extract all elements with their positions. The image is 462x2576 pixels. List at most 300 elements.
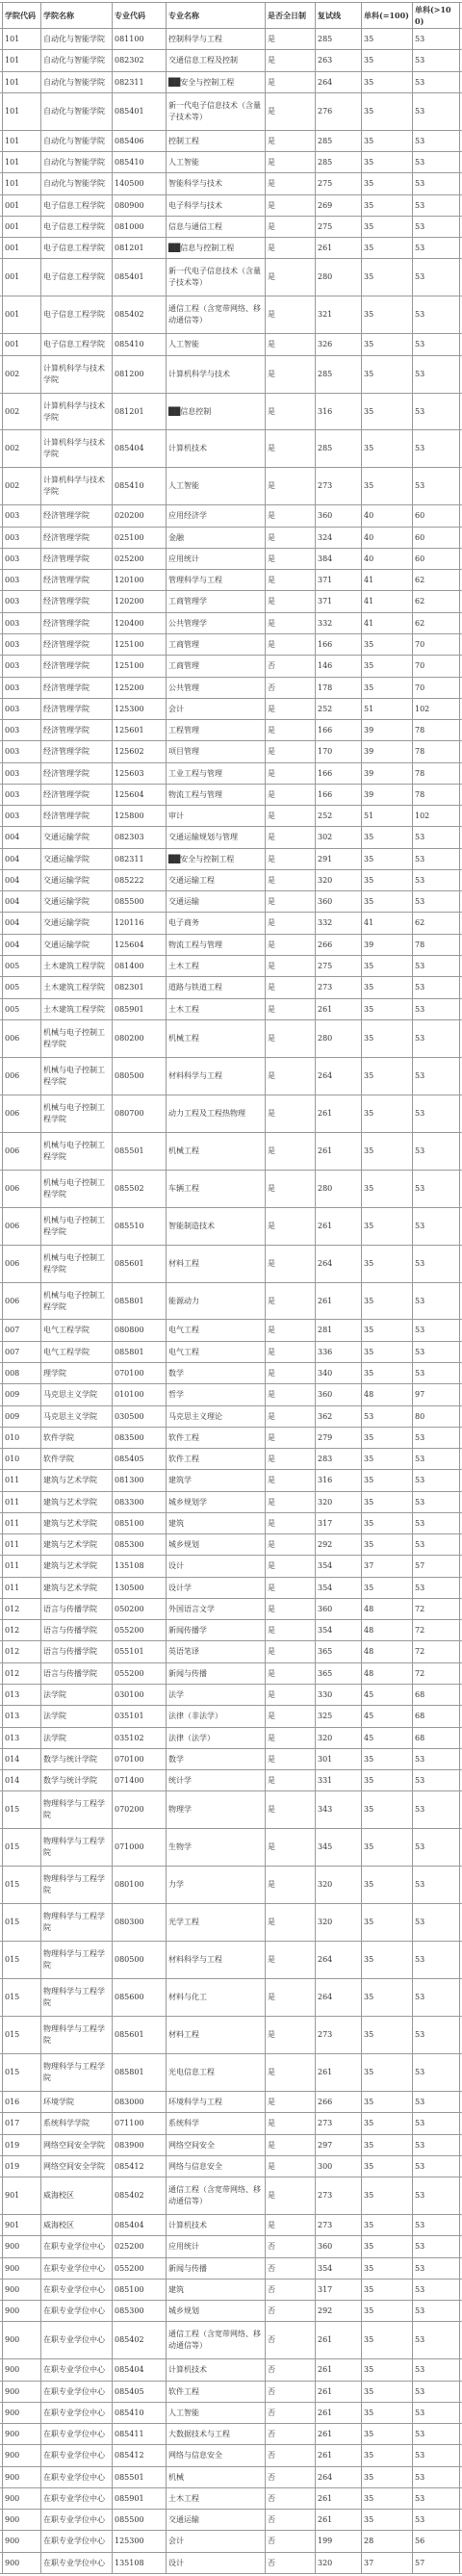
cell-single-100: 35 [361, 2322, 412, 2358]
cell-full-time: 是 [265, 870, 315, 890]
cell-major-name: 城乡规划 [166, 1534, 265, 1555]
cell-full-time: 是 [265, 1979, 315, 2016]
cell-college-code: 900 [2, 2280, 40, 2300]
cell-full-time: 否 [265, 2531, 315, 2552]
header-college-code: 学院代码 [2, 3, 40, 28]
cell-college-name: 威海校区 [40, 2215, 112, 2235]
cell-single-over-100: 53 [412, 2092, 460, 2112]
cell-college-code: 005 [2, 956, 40, 976]
cell-retest-line: 321 [315, 296, 361, 333]
cell-full-time: 是 [265, 1556, 315, 1577]
cell-single-over-100: 53 [412, 1942, 460, 1978]
cell-single-over-100: 53 [412, 2156, 460, 2177]
cell-major-name: 智能制造技术 [166, 1208, 265, 1245]
cell-retest-line: 324 [315, 528, 361, 548]
cell-single-over-100: 53 [412, 296, 460, 333]
cell-single-over-100: 53 [412, 468, 460, 504]
cell-major-name: 计算机技术 [166, 2359, 265, 2381]
cell-single-over-100: 53 [412, 29, 460, 49]
cell-single-100: 35 [361, 1867, 412, 1903]
cell-full-time: 是 [265, 1599, 315, 1619]
cell-single-over-100: 53 [412, 2445, 460, 2466]
cell-full-time: 是 [265, 2092, 315, 2112]
cell-college-code: 900 [2, 2467, 40, 2487]
cell-major-name: 统计学 [166, 1770, 265, 1790]
cell-single-over-100: 53 [412, 1578, 460, 1598]
cell-major-code: 083300 [112, 1492, 166, 1512]
cell-full-time: 是 [265, 1904, 315, 1941]
table-row [0, 1578, 462, 1599]
cell-retest-line: 261 [315, 1095, 361, 1132]
cell-college-name: 在职专业学位中心 [40, 2382, 112, 2402]
table-row [0, 2113, 462, 2135]
cell-college-code: 019 [2, 2156, 40, 2177]
cell-single-over-100: 53 [412, 1320, 460, 1341]
cell-college-name: 语言与传播学院 [40, 1641, 112, 1662]
cell-college-name: 经济管理学院 [40, 720, 112, 740]
cell-full-time: 是 [265, 2054, 315, 2091]
table-row [0, 935, 462, 956]
cell-college-name: 电气工程学院 [40, 1320, 112, 1341]
cell-major-code: 085601 [112, 1246, 166, 1282]
cell-major-name: 人工智能 [166, 468, 265, 504]
cell-full-time: 否 [265, 2280, 315, 2300]
cell-retest-line: 360 [315, 891, 361, 912]
cell-major-code: 082303 [112, 827, 166, 848]
cell-major-code: 083900 [112, 2135, 166, 2155]
cell-college-code: 900 [2, 2236, 40, 2257]
cell-single-100: 48 [361, 1599, 412, 1619]
cell-major-name: 新闻传播学 [166, 1620, 265, 1640]
cell-college-code: 003 [2, 528, 40, 548]
cell-single-100: 35 [361, 195, 412, 216]
cell-college-code: 101 [2, 72, 40, 92]
cell-single-over-100: 53 [412, 2488, 460, 2509]
cell-major-code: 085410 [112, 2403, 166, 2423]
cell-major-name: 外国语言文学 [166, 1599, 265, 1619]
cell-college-name: 物理科学与工程学院 [40, 1867, 112, 1903]
cell-college-name: 经济管理学院 [40, 570, 112, 590]
cell-college-name: 经济管理学院 [40, 763, 112, 784]
table-row [0, 152, 462, 173]
cell-full-time: 是 [265, 763, 315, 784]
cell-major-code: 085300 [112, 2301, 166, 2321]
cell-college-code: 900 [2, 2445, 40, 2466]
cell-single-100: 35 [361, 1449, 412, 1469]
cell-full-time: 是 [265, 2113, 315, 2134]
cell-major-name: 法律（法学） [166, 1728, 265, 1748]
table-row [0, 394, 462, 430]
cell-college-name: 自动化与智能学院 [40, 152, 112, 172]
cell-college-code: 015 [2, 1791, 40, 1828]
cell-single-over-100: 53 [412, 1058, 460, 1095]
cell-college-name: 交通运输学院 [40, 935, 112, 955]
table-row [0, 1208, 462, 1246]
cell-single-over-100: 53 [412, 1095, 460, 1132]
cell-college-code: 900 [2, 2382, 40, 2402]
cell-full-time: 是 [265, 1363, 315, 1383]
table-row [0, 2301, 462, 2322]
cell-college-name: 土木建筑工程学院 [40, 956, 112, 976]
cell-single-100: 35 [361, 1534, 412, 1555]
cell-full-time: 是 [265, 827, 315, 848]
cell-college-code: 013 [2, 1728, 40, 1748]
cell-major-name: 软件工程 [166, 2382, 265, 2402]
cell-college-code: 901 [2, 2215, 40, 2235]
cell-college-name: 物理科学与工程学院 [40, 1942, 112, 1978]
cell-retest-line: 297 [315, 2135, 361, 2155]
cell-retest-line: 302 [315, 827, 361, 848]
cell-college-name: 在职专业学位中心 [40, 2403, 112, 2423]
cell-single-100: 35 [361, 2236, 412, 2257]
cell-retest-line: 266 [315, 935, 361, 955]
cell-retest-line: 261 [315, 238, 361, 258]
cell-college-code: 900 [2, 2258, 40, 2279]
table-row [0, 356, 462, 394]
cell-single-100: 35 [361, 2017, 412, 2053]
cell-single-over-100: 62 [412, 591, 460, 612]
cell-single-100: 35 [361, 1791, 412, 1828]
cell-single-over-100: 53 [412, 2467, 460, 2487]
table-row [0, 849, 462, 870]
cell-single-over-100: 53 [412, 2382, 460, 2402]
cell-major-name: 土木工程 [166, 956, 265, 976]
cell-major-name: 控制工程 [166, 131, 265, 151]
cell-single-over-100: 53 [412, 1133, 460, 1170]
cell-full-time: 是 [265, 1095, 315, 1132]
cell-college-code: 003 [2, 763, 40, 784]
table-row [0, 173, 462, 195]
cell-retest-line: 330 [315, 1685, 361, 1705]
cell-college-name: 经济管理学院 [40, 741, 112, 762]
cell-college-code: 900 [2, 2301, 40, 2321]
cell-retest-line: 332 [315, 913, 361, 934]
cell-major-code: 125300 [112, 699, 166, 719]
cell-college-code: 003 [2, 699, 40, 719]
cell-full-time: 否 [265, 656, 315, 677]
cell-major-name: 项目管理 [166, 741, 265, 762]
table-row [0, 1791, 462, 1829]
cell-college-name: 物理科学与工程学院 [40, 1979, 112, 2016]
cell-retest-line: 178 [315, 678, 361, 698]
cell-major-name: 材料科学与工程 [166, 1942, 265, 1978]
cell-college-code: 900 [2, 2403, 40, 2423]
cell-major-code: 071000 [112, 1829, 166, 1866]
cell-college-code: 014 [2, 1749, 40, 1769]
cell-college-code: 019 [2, 2135, 40, 2155]
cell-single-100: 35 [361, 173, 412, 194]
table-row [0, 1171, 462, 1208]
table-row [0, 720, 462, 741]
cell-major-name: 交通运输 [166, 2510, 265, 2530]
cell-major-code: 081100 [112, 29, 166, 49]
cell-college-name: 电气工程学院 [40, 1342, 112, 1362]
cell-college-code: 900 [2, 2359, 40, 2381]
table-row [0, 827, 462, 849]
cell-college-code: 002 [2, 356, 40, 393]
cell-major-name: 生物学 [166, 1829, 265, 1866]
cell-retest-line: 285 [315, 29, 361, 49]
cell-college-code: 002 [2, 430, 40, 467]
cell-college-name: 经济管理学院 [40, 505, 112, 527]
cell-major-code: 071400 [112, 1770, 166, 1790]
cell-single-over-100: 72 [412, 1641, 460, 1662]
cell-major-name: 城乡规划 [166, 2301, 265, 2321]
cell-single-over-100: 53 [412, 1246, 460, 1282]
cell-major-code: 085412 [112, 2156, 166, 2177]
cell-college-name: 交通运输学院 [40, 827, 112, 848]
cell-major-name: 软件工程 [166, 1449, 265, 1469]
cell-college-name: 电子信息工程学院 [40, 238, 112, 258]
cell-full-time: 是 [265, 259, 315, 296]
cell-college-code: 006 [2, 1020, 40, 1057]
cell-retest-line: 360 [315, 505, 361, 527]
cell-major-code: 085410 [112, 468, 166, 504]
table-row [0, 2017, 462, 2054]
cell-single-100: 45 [361, 1706, 412, 1727]
cell-college-name: 电子信息工程学院 [40, 195, 112, 216]
cell-full-time: 是 [265, 956, 315, 976]
cell-college-code: 001 [2, 296, 40, 333]
table-row [0, 741, 462, 763]
cell-full-time: 是 [265, 1208, 315, 1245]
cell-full-time: 否 [265, 2424, 315, 2444]
cell-major-name: 电子商务 [166, 913, 265, 934]
cell-college-code: 003 [2, 656, 40, 677]
cell-retest-line: 320 [315, 1728, 361, 1748]
cell-major-code: 085410 [112, 334, 166, 355]
table-row [0, 1599, 462, 1620]
cell-college-name: 物理科学与工程学院 [40, 1904, 112, 1941]
table-row [0, 1867, 462, 1904]
cell-college-name: 数学与统计学院 [40, 1749, 112, 1769]
cell-single-over-100: 70 [412, 634, 460, 655]
cell-college-name: 经济管理学院 [40, 613, 112, 633]
cell-college-code: 004 [2, 849, 40, 869]
cell-college-code: 007 [2, 1342, 40, 1362]
cell-college-code: 001 [2, 195, 40, 216]
cell-retest-line: 261 [315, 2424, 361, 2444]
cell-major-code: 055200 [112, 2258, 166, 2279]
cell-single-over-100: 57 [412, 2553, 460, 2573]
cell-major-code: 130500 [112, 1578, 166, 1598]
cell-major-name: 物流工程与管理 [166, 935, 265, 955]
cell-retest-line: 345 [315, 1829, 361, 1866]
cell-college-code: 010 [2, 1428, 40, 1448]
cell-college-name: 建筑与艺术学院 [40, 1513, 112, 1533]
table-row [0, 1534, 462, 1556]
cell-major-code: 081300 [112, 1470, 166, 1491]
cell-full-time: 是 [265, 528, 315, 548]
cell-major-code: 085405 [112, 1449, 166, 1469]
cell-major-code: 050200 [112, 1599, 166, 1619]
cell-retest-line: 170 [315, 741, 361, 762]
cell-retest-line: 264 [315, 1246, 361, 1282]
cell-college-name: 经济管理学院 [40, 678, 112, 698]
cell-full-time: 是 [265, 72, 315, 92]
cell-major-code: 085801 [112, 2054, 166, 2091]
cell-college-code: 012 [2, 1620, 40, 1640]
cell-major-name: 会计 [166, 2531, 265, 2552]
cell-single-100: 35 [361, 2054, 412, 2091]
cell-college-name: 在职专业学位中心 [40, 2488, 112, 2509]
table-row [0, 1620, 462, 1641]
cell-single-100: 37 [361, 2553, 412, 2573]
table-row [0, 1020, 462, 1058]
cell-single-100: 35 [361, 1208, 412, 1245]
cell-major-code: 085405 [112, 2382, 166, 2402]
cell-college-code: 012 [2, 1641, 40, 1662]
cell-full-time: 否 [265, 2553, 315, 2573]
cell-single-over-100: 56 [412, 2531, 460, 2552]
cell-college-name: 语言与传播学院 [40, 1663, 112, 1684]
cell-single-over-100: 53 [412, 1171, 460, 1207]
cell-single-100: 35 [361, 2359, 412, 2381]
cell-single-100: 35 [361, 1749, 412, 1769]
cell-retest-line: 273 [315, 2177, 361, 2214]
cell-single-100: 48 [361, 1641, 412, 1662]
cell-retest-line: 281 [315, 1320, 361, 1341]
cell-college-code: 900 [2, 2553, 40, 2573]
cell-single-100: 45 [361, 1685, 412, 1705]
cell-college-name: 计算机科学与技术学院 [40, 430, 112, 467]
cell-college-name: 法学院 [40, 1685, 112, 1705]
cell-major-code: 082302 [112, 50, 166, 71]
cell-college-name: 建筑与艺术学院 [40, 1534, 112, 1555]
cell-major-code: 055200 [112, 1620, 166, 1640]
table-row [0, 72, 462, 93]
cell-single-100: 35 [361, 430, 412, 467]
cell-retest-line: 301 [315, 1749, 361, 1769]
cell-full-time: 是 [265, 468, 315, 504]
table-row [0, 891, 462, 913]
table-row [0, 678, 462, 699]
cell-major-code: 085406 [112, 131, 166, 151]
cell-major-name: 设计 [166, 2553, 265, 2573]
cell-major-code: 070200 [112, 1791, 166, 1828]
cell-major-code: 070100 [112, 1363, 166, 1383]
cell-full-time: 是 [265, 1246, 315, 1282]
table-row [0, 2236, 462, 2258]
cell-college-code: 002 [2, 394, 40, 429]
cell-single-over-100: 53 [412, 2403, 460, 2423]
cell-college-code: 101 [2, 93, 40, 130]
cell-retest-line: 285 [315, 356, 361, 393]
cell-full-time: 是 [265, 356, 315, 393]
cell-major-name: 英语笔译 [166, 1641, 265, 1662]
cell-retest-line: 371 [315, 570, 361, 590]
cell-retest-line: 275 [315, 217, 361, 237]
cell-retest-line: 275 [315, 956, 361, 976]
cell-retest-line: 354 [315, 1556, 361, 1577]
cell-major-code: 070100 [112, 1749, 166, 1769]
cell-single-100: 35 [361, 29, 412, 49]
cell-full-time: 是 [265, 1513, 315, 1533]
cell-major-name: 道路与铁道工程 [166, 977, 265, 998]
table-row [0, 217, 462, 238]
cell-full-time: 是 [265, 570, 315, 590]
cell-college-name: 经济管理学院 [40, 528, 112, 548]
table-row [0, 334, 462, 356]
cell-single-100: 35 [361, 1133, 412, 1170]
cell-college-name: 系统科学学院 [40, 2113, 112, 2134]
cell-major-name: 工商管理学 [166, 591, 265, 612]
cell-major-name: 应用统计 [166, 549, 265, 569]
cell-retest-line: 279 [315, 1428, 361, 1448]
cell-major-name: 车辆工程 [166, 1171, 265, 1207]
cell-major-code: 080500 [112, 1058, 166, 1095]
cell-single-over-100: 78 [412, 935, 460, 955]
cell-single-100: 35 [361, 1342, 412, 1362]
cell-single-over-100: 53 [412, 356, 460, 393]
cell-single-100: 41 [361, 913, 412, 934]
cell-college-code: 006 [2, 1133, 40, 1170]
table-row [0, 2135, 462, 2156]
cell-major-name: 网络与信息安全 [166, 2156, 265, 2177]
cell-major-name: 计算机科学与技术 [166, 356, 265, 393]
cell-single-100: 35 [361, 1095, 412, 1132]
cell-full-time: 是 [265, 1020, 315, 1057]
cell-college-name: 物理科学与工程学院 [40, 1791, 112, 1828]
cell-single-over-100: 53 [412, 2113, 460, 2134]
cell-single-100: 35 [361, 1020, 412, 1057]
cell-major-name: 土木工程 [166, 2488, 265, 2509]
cell-single-over-100: 53 [412, 1363, 460, 1383]
cell-single-over-100: 57 [412, 1556, 460, 1577]
cell-single-over-100: 53 [412, 72, 460, 92]
cell-college-code: 015 [2, 2017, 40, 2053]
cell-major-name: 法学 [166, 1685, 265, 1705]
cell-single-over-100: 53 [412, 1342, 460, 1362]
cell-college-name: 自动化与智能学院 [40, 173, 112, 194]
table-row [0, 2488, 462, 2510]
cell-major-code: 082301 [112, 977, 166, 998]
cell-single-100: 35 [361, 2403, 412, 2423]
cell-major-name: 公共管理 [166, 678, 265, 698]
cell-single-100: 39 [361, 935, 412, 955]
cell-college-code: 001 [2, 334, 40, 355]
cell-retest-line: 362 [315, 1406, 361, 1427]
cell-single-over-100: 53 [412, 1020, 460, 1057]
table-row [0, 468, 462, 505]
cell-single-over-100: 53 [412, 2135, 460, 2155]
cell-retest-line: 273 [315, 2017, 361, 2053]
cell-college-name: 在职专业学位中心 [40, 2301, 112, 2321]
table-row [0, 1513, 462, 1534]
cell-college-name: 建筑与艺术学院 [40, 1470, 112, 1491]
table-row [0, 2322, 462, 2359]
cell-college-name: 威海校区 [40, 2177, 112, 2214]
cell-single-100: 35 [361, 2258, 412, 2279]
cell-major-code: 082311 [112, 72, 166, 92]
cell-single-over-100: 62 [412, 570, 460, 590]
cell-college-code: 006 [2, 1058, 40, 1095]
table-row [0, 549, 462, 570]
cell-college-code: 003 [2, 549, 40, 569]
cell-college-code: 009 [2, 1384, 40, 1405]
cell-retest-line: 365 [315, 1641, 361, 1662]
table-row [0, 131, 462, 152]
table-row [0, 1058, 462, 1095]
cell-retest-line: 273 [315, 468, 361, 504]
table-row [0, 1556, 462, 1578]
cell-major-code: 081000 [112, 217, 166, 237]
cell-major-code: 085901 [112, 2488, 166, 2509]
cell-retest-line: 292 [315, 1534, 361, 1555]
cell-full-time: 否 [265, 2467, 315, 2487]
cell-college-code: 003 [2, 785, 40, 805]
cell-retest-line: 166 [315, 720, 361, 740]
